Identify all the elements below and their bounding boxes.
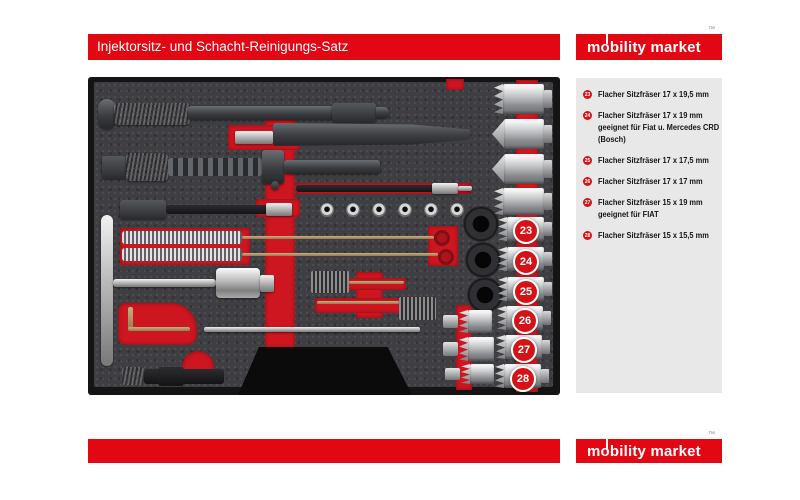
brush-small-1-head	[311, 271, 349, 293]
brush-small-2-wire	[317, 301, 399, 304]
title-bar	[88, 34, 560, 60]
tool-slide-hammer-cylinder	[332, 103, 376, 122]
tool-slide-hammer-shaft	[188, 106, 334, 120]
tray-handle-recess	[238, 345, 412, 395]
brand-name: mobility market	[587, 442, 701, 460]
page-title: Injektorsitz- und Schacht-Reinigungs-Satz	[97, 39, 349, 54]
legend-bullet-badge: 28	[584, 232, 591, 239]
legend-bullet-badge: 25	[584, 157, 591, 164]
tool-slide-hammer-grip	[114, 103, 190, 125]
legend-item-text: Flacher Sitzfräser 15 x 19 mm	[598, 198, 703, 207]
socket-black	[465, 242, 501, 278]
tool-spindle-pin	[271, 181, 279, 190]
ring-nut	[424, 203, 438, 217]
legend-item-text: geeignet für FIAT	[598, 210, 659, 219]
legend-item-28	[583, 230, 716, 242]
ring-nut	[450, 203, 464, 217]
legend-item-text: Flacher Sitzfräser 17 x 19,5 mm	[598, 90, 709, 99]
tool-spindle-nut	[102, 156, 126, 179]
tool-spindle-knurl	[126, 153, 168, 181]
tool-punch-blade	[235, 131, 273, 144]
brush-long-2-loop	[438, 249, 454, 265]
tool-spindle-collar	[262, 150, 284, 184]
tool-rod-tip	[458, 186, 472, 191]
tool-adapter-rod	[166, 205, 268, 214]
legend-item-23	[583, 89, 716, 101]
legend-bullet-badge: 27	[584, 199, 591, 206]
legend-item-text: Flacher Sitzfräser 17 x 19 mm	[598, 111, 703, 120]
tool-rod-sleeve	[432, 183, 458, 194]
brand-logo-bottom	[576, 431, 722, 463]
tool-cap-body	[144, 369, 224, 384]
tool-adapter-tip	[266, 203, 292, 216]
legend-item-24	[583, 110, 720, 146]
tool-slide-hammer-tip	[376, 107, 389, 118]
hex-key-horizontal	[128, 327, 190, 331]
milling-cutter-left	[443, 310, 492, 333]
legend-item-text: Flacher Sitzfräser 15 x 15,5 mm	[598, 231, 709, 240]
trademark-symbol: ™	[708, 431, 715, 438]
legend-bullet-badge: 26	[584, 178, 591, 185]
brush-long-1-wire	[242, 236, 434, 239]
brush-long-1-bristles	[122, 231, 242, 244]
callout-badge-25: 25	[513, 279, 539, 305]
legend-item-27	[583, 197, 716, 221]
tool-spindle-shaft	[284, 160, 380, 174]
ring-nut	[346, 203, 360, 217]
tool-rod-long	[296, 185, 442, 192]
legend-item-26	[583, 176, 716, 188]
ring-nut	[320, 203, 334, 217]
ring-nut	[398, 203, 412, 217]
tool-t-handle-bit	[260, 275, 274, 292]
product-photo-tool-tray	[88, 77, 560, 395]
legend-item-text: geeignet für Fiat u. Mercedes CRD	[598, 123, 720, 132]
tool-cap-band	[158, 367, 184, 386]
ring-nut	[372, 203, 386, 217]
legend-panel	[576, 78, 722, 393]
milling-cutter-left	[443, 337, 494, 361]
legend-item-text: (Bosch)	[598, 135, 626, 144]
milling-cutter-large	[494, 188, 552, 215]
legend-bullet-badge: 23	[584, 91, 591, 98]
tool-adapter-hex	[120, 200, 166, 219]
tool-thin-rod	[204, 327, 420, 332]
brand-logo-top	[576, 26, 722, 60]
brush-long-2-bristles	[122, 248, 242, 261]
brush-long-1-loop	[434, 230, 450, 246]
legend-item-text: Flacher Sitzfräser 17 x 17 mm	[598, 177, 703, 186]
tool-t-handle-bar	[101, 215, 113, 366]
footer-bar	[88, 439, 560, 463]
tool-t-handle-rod	[113, 279, 216, 287]
callout-badge-28: 28	[510, 366, 536, 392]
brush-small-2-head	[399, 297, 436, 320]
legend-item-text: Flacher Sitzfräser 17 x 17,5 mm	[598, 156, 709, 165]
callout-badge-23: 23	[513, 218, 539, 244]
tool-cap-knurl	[122, 367, 144, 385]
tool-spindle-thread	[168, 158, 262, 176]
brush-long-2-wire	[242, 253, 438, 256]
legend-bullet-badge: 24	[584, 112, 591, 119]
trademark-symbol: ™	[708, 26, 715, 33]
callout-badge-27: 27	[511, 337, 537, 363]
milling-cutter-left	[445, 364, 494, 384]
brush-small-1-wire	[349, 281, 404, 284]
milling-cutter-large	[492, 154, 552, 184]
brand-name: mobility market	[587, 38, 701, 56]
milling-cutter-large	[492, 119, 552, 149]
callout-badge-26: 26	[512, 308, 538, 334]
tool-t-handle-socket	[216, 268, 260, 298]
callout-badge-24: 24	[513, 249, 539, 275]
foam-red-corner-pad	[446, 79, 464, 90]
milling-cutter-large	[494, 84, 552, 114]
legend-item-25	[583, 155, 716, 167]
